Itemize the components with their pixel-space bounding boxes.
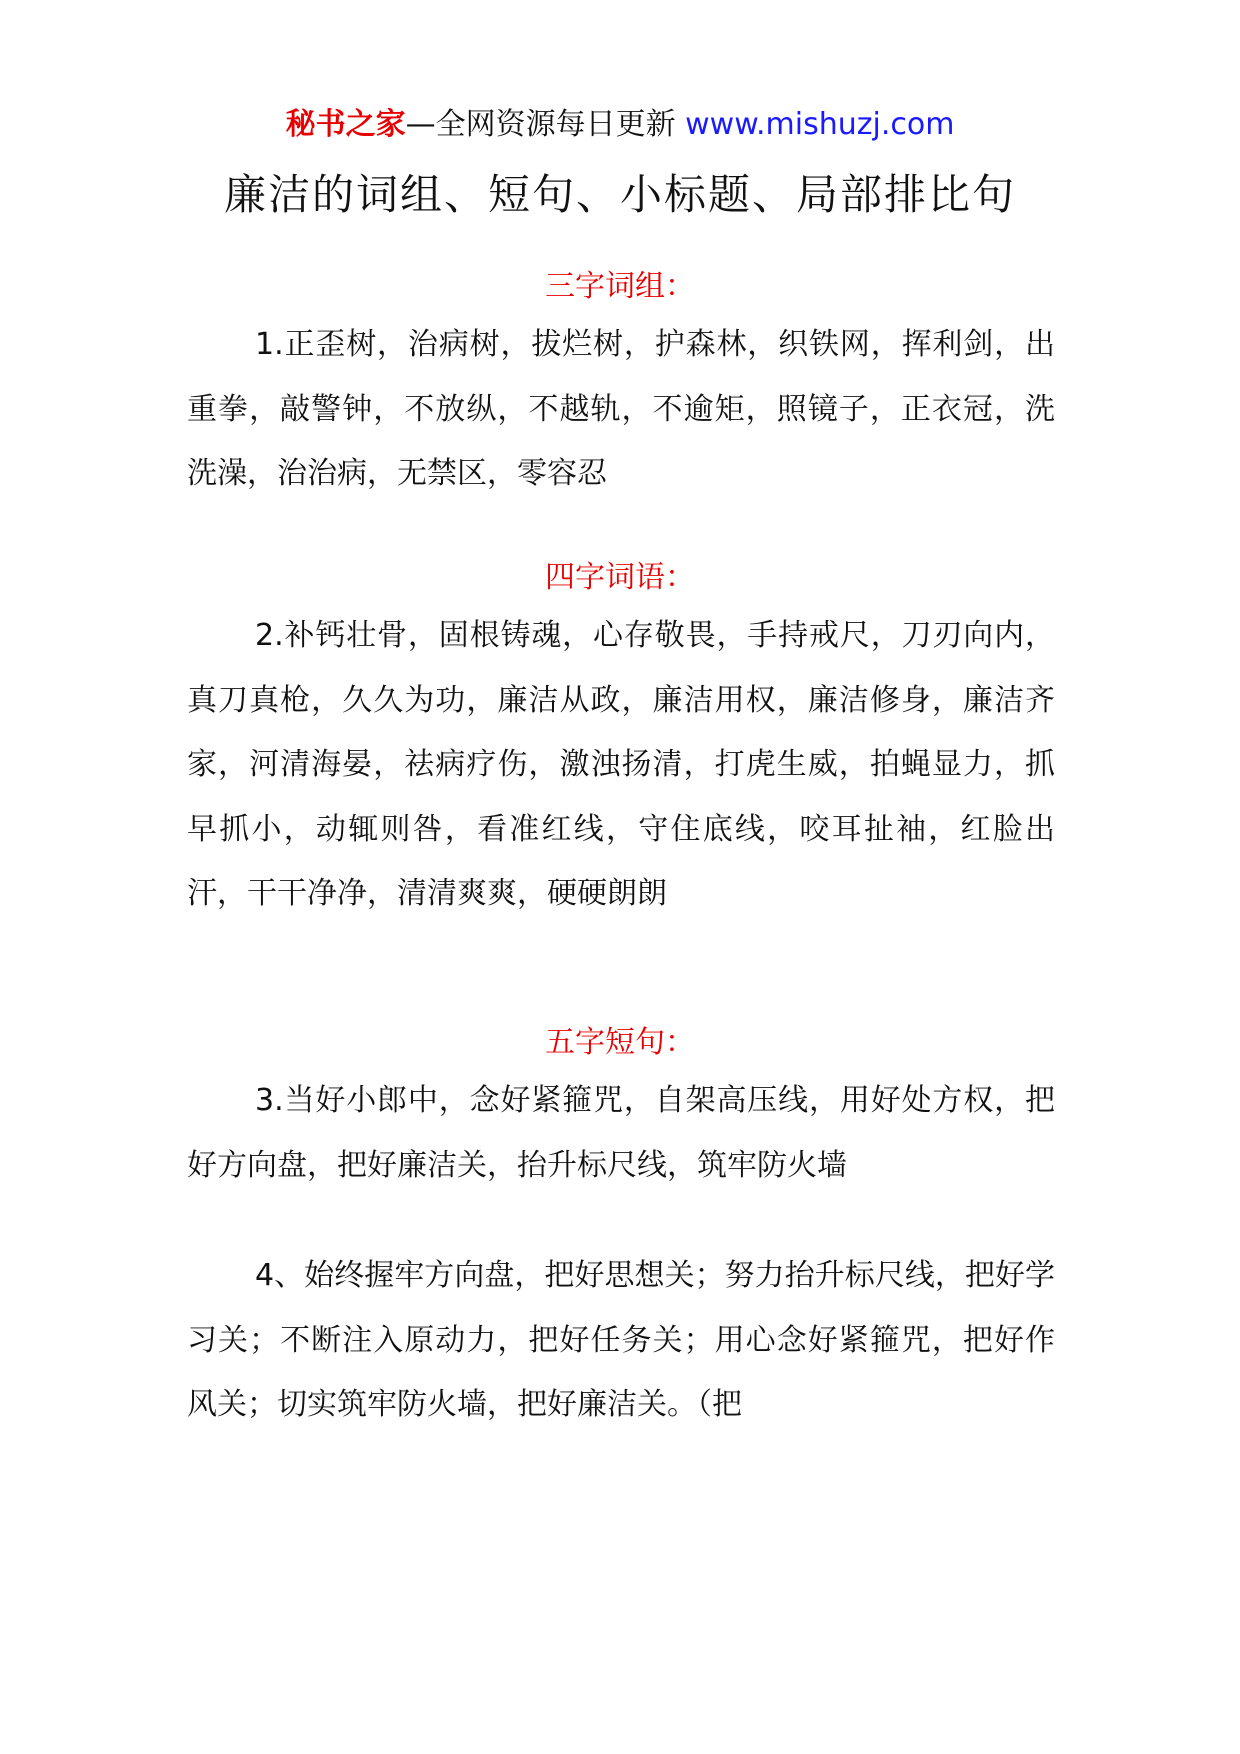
section-heading-four-char: 四字词语：: [545, 560, 695, 595]
header-tagline: —全网资源每日更新: [405, 107, 686, 142]
paragraph-3: 3.当好小郎中，念好紧箍咒，自架高压线，用好处方权，把好方向盘，把好廉洁关，抬升标尺线，筑牢防火墙: [187, 1083, 1055, 1183]
brand-name: 秘书之家: [285, 107, 406, 142]
section-heading-three-char: 三字词组：: [545, 269, 695, 304]
document-title: 廉洁的词组、短句、小标题、局部排比句: [223, 170, 1016, 219]
paragraph-4: 4、始终握牢方向盘，把好思想关；努力抬升标尺线，把好学习关；不断注入原动力，把好任务关；用心念好紧箍咒，把好作风关；切实筑牢防火墙，把好廉洁关。（把: [187, 1258, 1055, 1422]
site-url-link[interactable]: www.mishuzj.com: [685, 107, 955, 142]
section-heading-five-char: 五字短句：: [545, 1025, 695, 1060]
paragraph-2: 2.补钙壮骨，固根铸魂，心存敬畏，手持戒尺，刀刃向内，真刀真枪，久久为功，廉洁从政，廉洁用权，廉洁修身，廉洁齐家，河清海晏，祛病疗伤，激浊扬清，打虎生威，拍蝇显力，抓早抓小，动辄则咎，看准红线，守住底线，咬耳扯袖，红脸出汗，干干净净，清清爽爽，硬硬朗朗: [187, 618, 1055, 911]
paragraph-1: 1.正歪树，治病树，拔烂树，护森林，织铁网，挥利剑，出重拳，敲警钟，不放纵，不越轨，不逾矩，照镜子，正衣冠，洗洗澡，治治病，无禁区，零容忍: [187, 327, 1055, 491]
site-header: [0, 100, 1240, 150]
